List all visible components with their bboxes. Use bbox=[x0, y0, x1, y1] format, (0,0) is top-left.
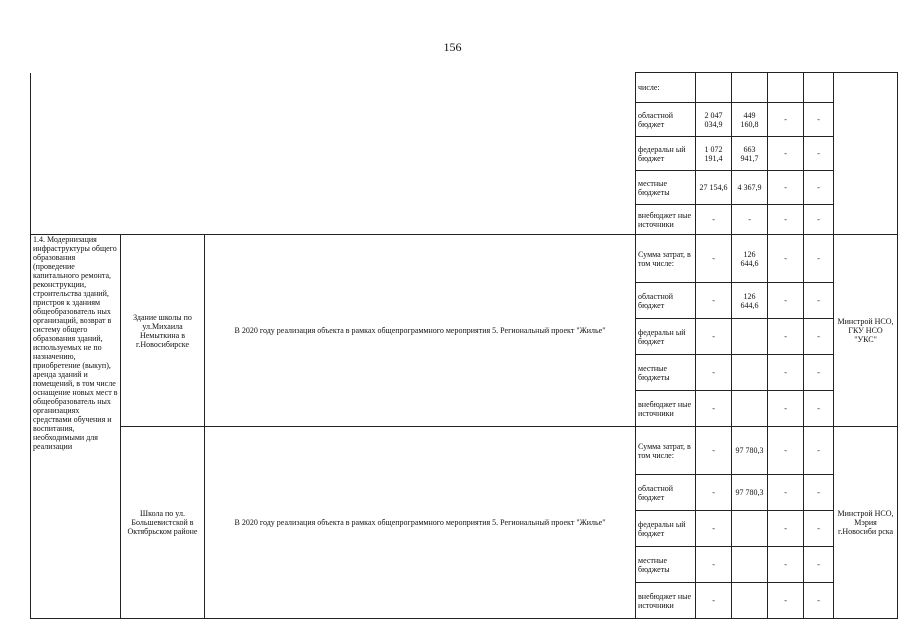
funding-source-cell: областной бюджет bbox=[636, 103, 696, 137]
value-cell bbox=[732, 547, 768, 583]
executor-cell bbox=[834, 73, 898, 235]
value-cell: - bbox=[804, 475, 834, 511]
value-cell bbox=[732, 511, 768, 547]
value-cell: 126 644,6 bbox=[732, 235, 768, 283]
object-name-cell: Здание школы по ул.Михаила Немыткина в г.Новосибирске bbox=[121, 235, 205, 427]
value-cell: 1 072 191,4 bbox=[696, 137, 732, 171]
value-cell: - bbox=[696, 205, 732, 235]
program-table bbox=[30, 72, 898, 619]
value-cell: - bbox=[804, 205, 834, 235]
value-cell: - bbox=[804, 283, 834, 319]
value-cell: - bbox=[696, 427, 732, 475]
funding-source-cell: местные бюджеты bbox=[636, 171, 696, 205]
value-cell: - bbox=[768, 103, 804, 137]
value-cell: - bbox=[768, 547, 804, 583]
value-cell: - bbox=[768, 235, 804, 283]
value-cell: - bbox=[768, 171, 804, 205]
value-cell: 97 780,3 bbox=[732, 475, 768, 511]
value-cell: - bbox=[768, 391, 804, 427]
value-cell: - bbox=[696, 475, 732, 511]
value-cell: - bbox=[768, 427, 804, 475]
funding-source-cell: внебюджет ные источники bbox=[636, 205, 696, 235]
object-description-cell: В 2020 году реализация объекта в рамках общепрограммного мероприятия 5. Региональный проект "Жилье" bbox=[205, 235, 636, 427]
value-cell: - bbox=[804, 355, 834, 391]
executor-cell: Минстрой НСО, Мэрия г.Новосиби рска bbox=[834, 427, 898, 619]
funding-source-cell: местные бюджеты bbox=[636, 547, 696, 583]
funding-source-cell: внебюджет ные источники bbox=[636, 391, 696, 427]
funding-source-cell: внебюджет ные источники bbox=[636, 583, 696, 619]
funding-source-cell: местные бюджеты bbox=[636, 355, 696, 391]
value-cell: 2 047 034,9 bbox=[696, 103, 732, 137]
value-cell: - bbox=[804, 137, 834, 171]
table-row bbox=[31, 73, 898, 103]
value-cell bbox=[732, 583, 768, 619]
object-name-cell: Школа по ул. Большевистской в Октябрьском районе bbox=[121, 427, 205, 619]
value-cell: - bbox=[768, 583, 804, 619]
value-cell: - bbox=[732, 205, 768, 235]
value-cell: - bbox=[696, 547, 732, 583]
value-cell: - bbox=[804, 583, 834, 619]
executor-cell: Минстрой НСО, ГКУ НСО "УКС" bbox=[834, 235, 898, 427]
value-cell: - bbox=[804, 171, 834, 205]
value-cell: - bbox=[696, 235, 732, 283]
page-number: 156 bbox=[443, 40, 462, 54]
value-cell: - bbox=[804, 547, 834, 583]
value-cell: 4 367,9 bbox=[732, 171, 768, 205]
table-row bbox=[31, 235, 898, 283]
value-cell: - bbox=[804, 391, 834, 427]
value-cell: - bbox=[804, 511, 834, 547]
value-cell: - bbox=[768, 319, 804, 355]
value-cell: - bbox=[696, 583, 732, 619]
funding-source-cell: федеральн ый бюджет bbox=[636, 319, 696, 355]
measure-cell: 1.4. Модернизация инфраструктуры общего образования (проведение капитального ремонта, реконструкции, строительства зданий, пристроя к зданиям общеобразователь ных организаций, возврат в систему общего образования зданий, используемых не по назначению, приобретение (выкуп), аренда зданий и помещений, в том числе оснащение новых мест в общеобразователь ных организациях средствами обучения и воспитания, необходимыми для реализации bbox=[31, 235, 121, 619]
value-cell: 663 941,7 bbox=[732, 137, 768, 171]
funding-source-cell: областной бюджет bbox=[636, 475, 696, 511]
funding-source-cell: Сумма затрат, в том числе: bbox=[636, 235, 696, 283]
table-row bbox=[31, 427, 898, 475]
value-cell: - bbox=[696, 355, 732, 391]
value-cell bbox=[696, 73, 732, 103]
value-cell: - bbox=[768, 283, 804, 319]
value-cell bbox=[732, 73, 768, 103]
value-cell: 97 780,3 bbox=[732, 427, 768, 475]
value-cell: - bbox=[768, 205, 804, 235]
value-cell: - bbox=[804, 427, 834, 475]
blank-merged-cell bbox=[31, 73, 636, 235]
value-cell: - bbox=[696, 319, 732, 355]
value-cell: 27 154,6 bbox=[696, 171, 732, 205]
value-cell: - bbox=[768, 511, 804, 547]
value-cell: - bbox=[804, 235, 834, 283]
value-cell: 449 160,8 bbox=[732, 103, 768, 137]
value-cell bbox=[732, 319, 768, 355]
funding-source-cell: числе: bbox=[636, 73, 696, 103]
value-cell: - bbox=[696, 391, 732, 427]
funding-source-cell: Сумма затрат, в том числе: bbox=[636, 427, 696, 475]
value-cell bbox=[732, 355, 768, 391]
value-cell: - bbox=[768, 355, 804, 391]
funding-source-cell: федеральн ый бюджет bbox=[636, 137, 696, 171]
value-cell: 126 644,6 bbox=[732, 283, 768, 319]
value-cell bbox=[804, 73, 834, 103]
funding-source-cell: федеральн ый бюджет bbox=[636, 511, 696, 547]
value-cell bbox=[732, 391, 768, 427]
value-cell: - bbox=[768, 475, 804, 511]
value-cell: - bbox=[696, 511, 732, 547]
value-cell bbox=[768, 73, 804, 103]
object-description-cell: В 2020 году реализация объекта в рамках общепрограммного мероприятия 5. Региональный проект "Жилье" bbox=[205, 427, 636, 619]
funding-source-cell: областной бюджет bbox=[636, 283, 696, 319]
value-cell: - bbox=[804, 319, 834, 355]
value-cell: - bbox=[804, 103, 834, 137]
value-cell: - bbox=[696, 283, 732, 319]
value-cell: - bbox=[768, 137, 804, 171]
